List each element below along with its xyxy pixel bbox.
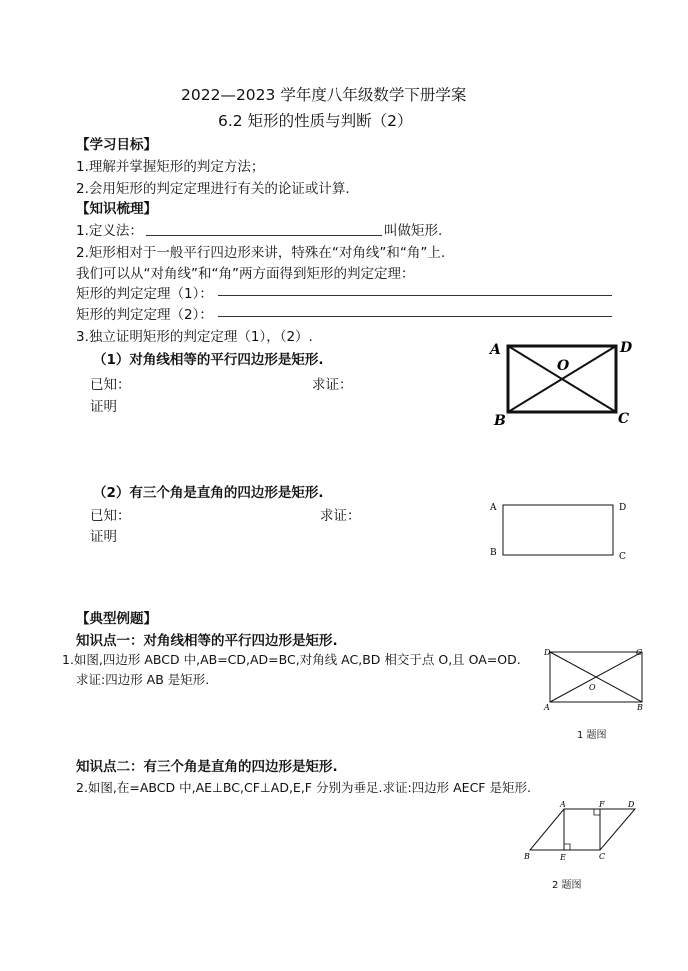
label-f: F [599,800,605,809]
definition-suffix: 叫做矩形. [384,223,443,239]
rectangle-abcd [503,505,613,555]
page-subtitle: 6.2 矩形的性质与判断（2） [218,112,413,130]
proof1-title: （1）对角线相等的平行四边形是矩形. [93,352,324,368]
knowledge-heading: 【知识梳理】 [76,201,157,217]
label-c: C [619,552,626,562]
label-a: A [490,342,501,358]
knowledge-point-1: 知识点一：对角线相等的平行四边形是矩形. [76,633,338,649]
right-angle-mark-f [594,809,600,815]
knowledge-line: 我们可以从“对角线”和“角”两方面得到矩形的判定定理： [76,266,415,282]
label-d: D [620,340,633,356]
knowledge-point-2: 知识点二：有三个角是直角的四边形是矩形. [76,759,338,775]
figure-1-caption: 1 题图 [577,730,607,741]
right-angle-mark-e [564,844,570,850]
figure-question-2 [520,798,645,864]
proof2-proof: 证明 [90,529,117,545]
theorem2-blank[interactable] [218,316,612,317]
theorem2-label: 矩形的判定定理（2）： [76,307,213,323]
objective-item: 1.理解并掌握矩形的判定方法； [76,159,265,175]
label-c: C [599,852,606,861]
label-b: B [524,852,530,861]
parallelogram-abcd [530,809,635,850]
proof2-prove: 求证： [320,508,361,524]
knowledge-line: 3.独立证明矩形的判定定理（1），（2）. [76,329,313,345]
label-c: C [618,411,630,427]
label-o: O [557,358,570,374]
label-o: O [589,683,596,692]
figure-rectangle-plain [486,496,636,566]
figure-2-caption: 2 题图 [552,880,582,891]
label-d: D [544,648,551,657]
figure-rectangle-diagonals [486,336,636,432]
label-b: B [637,703,643,712]
figure-question-1 [540,644,650,716]
knowledge-line: 2.矩形相对于一般平行四边形来讲，特殊在“对角线”和“角”上. [76,245,446,261]
label-a: A [544,703,550,712]
label-e: E [560,853,566,862]
label-d: D [628,800,635,809]
question-1-line-1: 1.如图,四边形 ABCD 中,AB=CD,AD=BC,对角线 AC,BD 相交于点 O,且 OA=OD. [62,652,521,667]
proof2-given: 已知： [90,508,131,524]
question-2: 2.如图,在=ABCD 中,AE⊥BC,CF⊥AD,E,F 分别为垂足.求证:四边形 AECF 是矩形. [76,780,531,795]
objective-item: 2.会用矩形的判定定理进行有关的论证或计算. [76,181,350,197]
label-d: D [619,503,627,513]
label-b: B [490,548,497,558]
label-a: A [490,503,497,513]
label-b: B [494,413,506,429]
label-a: A [560,800,566,809]
proof1-prove: 求证： [312,377,353,393]
definition-blank[interactable] [146,235,382,236]
proof1-proof: 证明 [90,399,117,415]
examples-heading: 【典型例题】 [76,611,157,627]
definition-label: 1.定义法： [76,223,143,239]
objectives-heading: 【学习目标】 [76,137,157,153]
theorem1-label: 矩形的判定定理（1）： [76,286,213,302]
question-1-line-2: 求证:四边形 AB 是矩形. [76,672,210,687]
proof1-given: 已知： [90,377,131,393]
label-c: C [636,648,643,657]
page-title: 2022—2023 学年度八年级数学下册学案 [181,86,467,104]
theorem1-blank[interactable] [218,295,612,296]
proof2-title: （2）有三个角是直角的四边形是矩形. [93,485,324,501]
